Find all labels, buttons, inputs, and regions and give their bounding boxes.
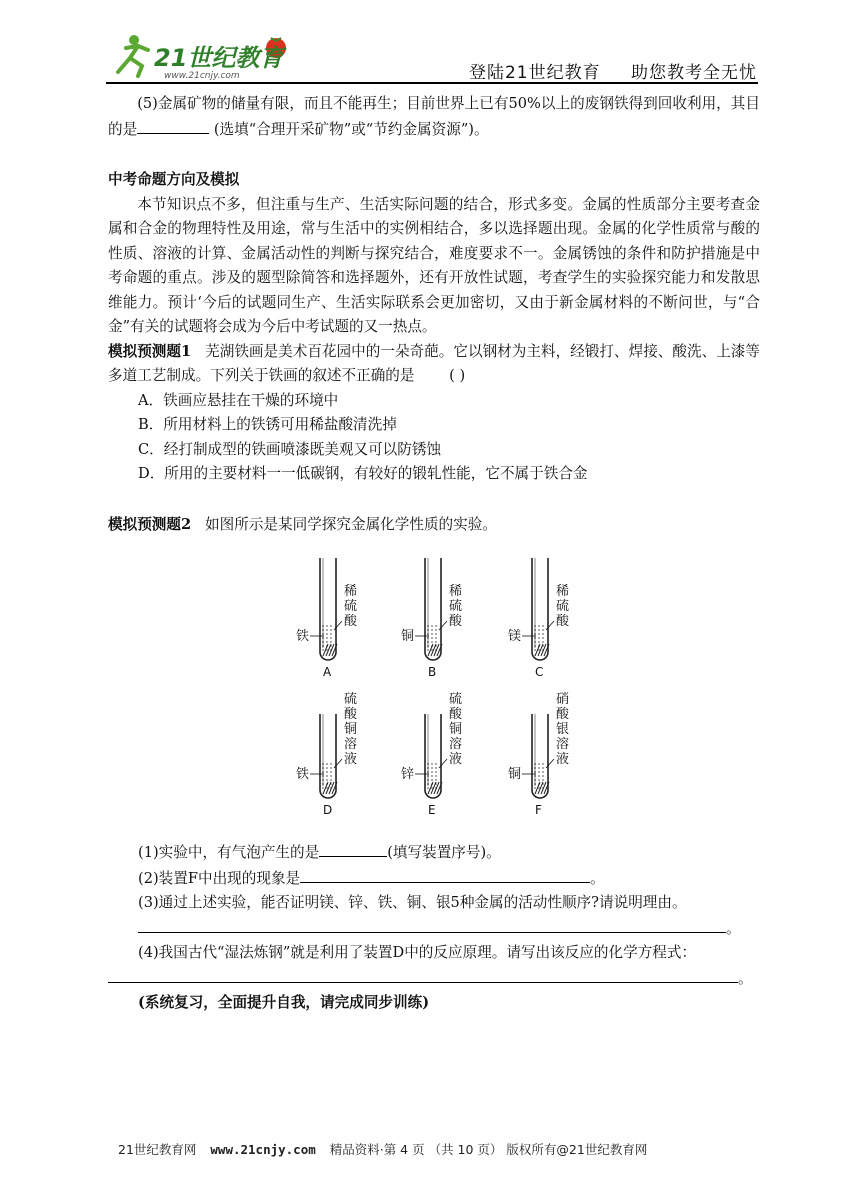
logo-text: 21世纪教育: [154, 44, 284, 72]
slogan-left: 登陆21世纪教育: [468, 63, 601, 83]
q2-sub3: (3)通过上述实验，能否证明镁、锌、铁、铜、银5种金属的活动性顺序?请说明理由。: [138, 894, 687, 911]
q2-subquestions: [108, 840, 760, 1016]
tube-outline: [425, 714, 441, 798]
metal-label: 铁: [296, 629, 310, 644]
solution-label-char: 溶: [344, 737, 358, 752]
section-paragraph: 本节知识点不多，但注重与生产、生活实际问题的结合，形式多变。金属的性质部分主要考查金属和合金的物理特性及用途，常与生活中的实例相结合，多以选择题出现。金属的化学性质常与酸的性质、溶液的计算、金属活动性的判断与探究结合，难度要求不一。金属锈蚀的条件和防护措施是中考命题的重点。涉及的题型除简答和选择题外，还有开放性试题，考查学生的实验探究能力和发散思维能力。预计‘今后的试题同生产、生活实际联系会更加密切，又由于新金属材料的不断问世，与“合金”有关的试题将会成为今后中考试题的又一热点。: [108, 195, 760, 335]
q2-sub2-text: (2)装置F中出现的现象是: [138, 869, 301, 887]
header-slogan: [445, 58, 757, 83]
q2-sub1: [108, 840, 760, 866]
solution-label-char: 铜: [449, 722, 463, 737]
q1-option-c: C．经打制成型的铁画喷漆既美观又可以防锈蚀: [138, 440, 442, 458]
q2-label: 模拟预测题2: [108, 515, 192, 533]
q2-sub2-blank: [300, 866, 590, 883]
q2-sub1-text: (1)实验中，有气泡产生的是: [138, 844, 320, 861]
q1-label: 模拟预测题1: [108, 342, 192, 360]
solution-label-char: 酸: [344, 614, 358, 629]
test-tube-e: [401, 692, 463, 817]
test-tube-c: [508, 558, 570, 679]
q5-blank: [137, 117, 209, 134]
solution-label-char: 酸: [556, 614, 570, 629]
solution-label-char: 硫: [344, 599, 358, 614]
q2-sub4-blank: [108, 966, 738, 983]
test-tube-d: [296, 692, 358, 817]
solution-label-char: 液: [556, 752, 570, 767]
q1-option-d: D．所用的主要材料一一低碳钢，有较好的锻轧性能，它不属于铁合金: [138, 465, 588, 482]
q2-sub3-blank: [138, 916, 726, 933]
solution-label-char: 酸: [344, 707, 358, 722]
q1-option-b: B．所用材料上的铁锈可用稀盐酸清洗掉: [138, 416, 397, 433]
solution-label-char: 铜: [344, 722, 358, 737]
solution-label-char: 稀: [556, 584, 570, 599]
site-logo: [108, 30, 308, 82]
metal-label: 铜: [401, 629, 415, 644]
solution-label-char: 溶: [556, 737, 570, 752]
q2-sub3-period: 。: [726, 919, 741, 937]
slogan-right: 助您教考全无忧: [631, 63, 757, 83]
solution-label-char: 硫: [344, 692, 358, 707]
solution-label-char: 银: [556, 722, 570, 737]
experiment-figure: [282, 554, 592, 838]
q2-sub2-period: 。: [590, 869, 605, 887]
q1-stem: 芜湖铁画是美术百花园中的一朵奇葩。它以钢材为主料，经锻打、焊接、酸洗、上漆等多道工艺制成。下列关于铁画的叙述不正确的是: [108, 342, 760, 384]
solution-label-char: 溶: [449, 737, 463, 752]
solution-label-char: 酸: [556, 707, 570, 722]
tube-id-label: A: [323, 665, 332, 679]
solution-label-char: 酸: [449, 614, 463, 629]
page-content: [108, 92, 760, 537]
tube-id-label: D: [323, 803, 333, 817]
solution-label-char: 硫: [556, 599, 570, 614]
closing-note: (系统复习，全面提升自我，请完成同步训练): [138, 994, 430, 1011]
q2-sub4-answer: [108, 966, 760, 992]
q5-text: (5)金属矿物的储量有限，而且不能再生；目前世界上已有50%以上的废钢铁得到回收利用，其目的是: [108, 95, 760, 138]
solution-label-char: 酸: [449, 707, 463, 722]
tube-outline: [532, 714, 548, 798]
footer-site: 21世纪教育网: [118, 1142, 197, 1157]
tube-id-label: F: [535, 803, 542, 817]
footer-url: www.21cnjy.com: [210, 1142, 316, 1157]
q1: [108, 340, 760, 389]
q2-sub1-blank: [319, 840, 387, 857]
solution-label-char: 硫: [449, 599, 463, 614]
solution-label-char: 液: [449, 752, 463, 767]
footer-page-info: 精品资料·第 4 页 （共 10 页） 版权所有@21世纪教育网: [329, 1142, 648, 1157]
q5-tail: (选填“合理开采矿物”或“节约金属资源”)。: [213, 120, 489, 138]
intro-q5: [108, 92, 760, 142]
q2-sub3-answer: [108, 916, 760, 942]
q2: [108, 513, 760, 538]
solution-label-char: 硝: [556, 692, 570, 707]
q1-option-a: A．铁画应悬挂在干燥的环境中: [138, 391, 339, 409]
metal-label: 铜: [508, 767, 522, 782]
q2-sub4: (4)我国古代“湿法炼钢”就是利用了装置D中的反应原理。请写出该反应的化学方程式：: [138, 944, 697, 961]
metal-label: 镁: [508, 629, 522, 644]
q2-stem: 如图所示是某同学探究金属化学性质的实验。: [205, 515, 497, 533]
tube-id-label: B: [428, 665, 437, 679]
metal-label: 铁: [296, 767, 310, 782]
test-tube-f: [508, 691, 570, 817]
header-divider: [106, 82, 758, 84]
tube-outline: [320, 714, 336, 798]
metal-label: 锌: [401, 767, 415, 782]
solution-label-char: 稀: [449, 584, 463, 599]
solution-label-char: 稀: [344, 584, 358, 599]
page-footer: [118, 1140, 647, 1158]
test-tube-b: [401, 558, 463, 679]
q2-sub4-period: 。: [738, 969, 753, 987]
tube-id-label: E: [428, 803, 436, 817]
test-tube-a: [296, 558, 358, 679]
solution-label-char: 液: [344, 752, 358, 767]
solution-label-char: 硫: [449, 692, 463, 707]
q2-sub2: [108, 866, 760, 892]
section-heading: 中考命题方向及模拟: [108, 171, 240, 188]
q1-bracket: ( ): [449, 367, 466, 384]
tube-id-label: C: [535, 665, 544, 679]
logo-url: www.21cnjy.com: [164, 71, 240, 81]
q2-sub1-tail: (填写装置序号)。: [387, 844, 501, 861]
logo-graphic: [108, 30, 308, 82]
test-tubes-diagram: [282, 554, 592, 838]
